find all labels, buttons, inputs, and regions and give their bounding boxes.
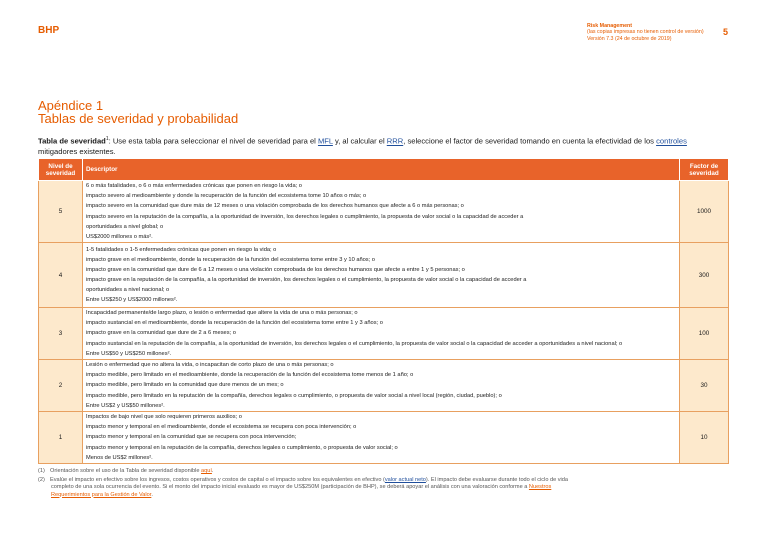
descriptor-line: 6 o más fatalidades, o 6 o más enfermedades crónicas que ponen en riesgo la vida; o [86,183,302,190]
descriptor-line: impacto severo en la reputación de la compañía, a la oportunidad de inversión, los derechos legales o cumplimiento, la propuesta de valor social o la capacidad de acceder a [86,213,524,220]
descriptor-cell [83,412,680,464]
descriptor-line: impacto menor y temporal en la comunidad que se recupera con poca intervención; [86,434,297,441]
rrr-link[interactable]: RRR [386,136,404,146]
descriptor-line: impacto severo en la comunidad que dure más de 12 meses o una violación comprobada de los derechos humanos que afecte a 6 o más personas; o [86,203,464,210]
table-row [39,412,729,464]
descriptor-line: impacto medible, pero limitado en la comunidad que dure menos de un mes; o [86,382,284,389]
table-header-row [39,159,729,181]
descriptor-line: Impactos de bajo nivel que solo requieren primeros auxilios; o [86,414,242,421]
table-body [39,181,729,464]
header-descriptor: Descriptor [83,159,680,181]
descriptor-line: oportunidades a nivel nacional; o [86,287,170,294]
footnote-1-text: Orientación sobre el uso de la Tabla de severidad disponible [50,468,202,474]
footnote-2-text-b: ). El impacto debe evaluarse durante todo el ciclo de vida [425,477,569,484]
footnotes [38,468,738,499]
descriptor-line: Lesión o enfermedad que no altera la vida, o incapacitan de corto plazo de una o más personas; o [86,362,334,369]
severity-level-cell: 5 [39,181,83,243]
intro-text-2: y, al calcular el [332,136,387,146]
requerimientos-link[interactable]: Requerimientos para la Gestión de Valor [51,491,152,498]
mfl-link[interactable]: MFL [317,136,333,146]
document-header-info [587,23,704,42]
valor-actual-neto-link[interactable]: valor actual neto [384,477,426,484]
section-title-line1: Apéndice 1 [38,98,104,113]
severity-table [38,158,729,464]
footnote-2-end: . [151,491,153,498]
descriptor-line: Entre US$2 y US$50 millones². [86,402,165,409]
controles-link[interactable]: controles [656,136,687,146]
descriptor-line: Incapacidad permanente/de largo plazo, o lesión o enfermedad que altere la vida de una o más personas; o [86,310,358,317]
section-title [38,99,238,125]
doc-version: Versión 7.3 (24 de octubre de 2019) [587,35,672,42]
page-number: 5 [723,27,729,37]
descriptor-line: impacto sustancial en la reputación de la compañía, a la oportunidad de inversión, los derechos legales o el cumplimiento, la propuesta de valor social o la capacidad de acceder a oportunidades a nivel nacional; o [86,340,623,347]
section-title-line2: Tablas de severidad y probabilidad [38,111,239,126]
table-row [39,181,729,243]
descriptor-line: impacto menor y temporal en el medioambiente, donde el ecosistema se recupera con poca intervención; o [86,424,357,431]
company-logo: BHP [38,25,60,36]
footnote-2-text-a: Evalúe el impacto en efectivo sobre los ingresos, costos operativos y costos de capital o el impacto sobre los equivalentes en efectivo ( [50,477,385,484]
table-row [39,308,729,360]
intro-text-3: , seleccione el factor de severidad tomando en cuenta la efectividad de los [403,136,657,146]
footnote-2 [38,477,738,484]
descriptor-line: US$2000 millones o más². [86,233,153,240]
descriptor-line: oportunidades a nivel global; o [86,223,164,230]
descriptor-line: impacto grave en el medioambiente, donde la recuperación de la función del ecosistema tome entre 3 y 10 años; o [86,256,375,263]
table-row [39,243,729,308]
descriptor-line: impacto medible, pero limitado en el medioambiente, donde la recuperación de la función del ecosistema tome menos de 1 año; o [86,372,414,379]
doc-note: (las copias impresas no tienen control de versión) [587,29,704,36]
severity-factor-cell: 300 [680,243,729,308]
doc-title: Risk Management [587,23,633,29]
descriptor-cell [83,243,680,308]
descriptor-cell [83,360,680,412]
descriptor-line: Menos de US$2 millones². [86,454,153,461]
intro-paragraph [38,134,728,157]
footnote-2-line2 [38,484,738,491]
descriptor-line: Entre US$50 y US$250 millones². [86,350,172,357]
intro-sup: 1 [105,136,109,142]
footnote-2-line3 [38,492,738,499]
severity-factor-cell: 1000 [680,181,729,243]
footnote-2-text-c: completo de una sola ocurrencia del evento. Si el monto del impacto inicial evaluado es mayor de US$250M (participación de BHP), se deberá apoyar el análisis con una valoración conforme a [51,484,529,491]
descriptor-line: impacto menor y temporal en la reputación de la compañía, derechos legales o cumplimiento, o propuesta de valor social; o [86,444,398,451]
descriptor-cell [83,308,680,360]
descriptor-line: 1-5 fatalidades o 1-5 enfermedades crónicas que ponen en riesgo la vida; o [86,246,277,253]
intro-text-1: : Use esta tabla para seleccionar el nivel de severidad para el [108,136,318,146]
footnote-1-number: (1) [38,468,45,474]
descriptor-line: impacto medible, pero limitado en la reputación de la compañía, derechos legales o cumplimiento, o propuesta de valor social a nivel local (región, ciudad, pueblo); o [86,392,502,399]
intro-text-4: mitigadores existentes. [38,146,116,156]
severity-factor-cell: 100 [680,308,729,360]
footnote-1 [38,468,738,475]
descriptor-line: impacto grave en la reputación de la compañía, a la oportunidad de inversión, los derechos legales o el cumplimiento, la propuesta de valor social o la capacidad de acceder a [86,277,527,283]
severity-level-cell: 1 [39,412,83,464]
descriptor-cell [83,181,680,243]
severity-factor-cell: 10 [680,412,729,464]
header-level: Nivel de severidad [39,159,83,181]
severity-level-cell: 2 [39,360,83,412]
nuestros-link[interactable]: Nuestros [528,484,552,491]
descriptor-line: impacto sustancial en el medioambiente, donde la recuperación de la función del ecosistema tome entre 1 y 3 años; o [86,320,383,327]
severity-factor-cell: 30 [680,360,729,412]
header-factor: Factor de severidad [680,159,729,181]
table-row [39,360,729,412]
descriptor-line: impacto severo al medioambiente y donde la recuperación de la función del ecosistema tome 10 años o más; o [86,193,367,200]
footnote-1-end: . [211,468,214,474]
descriptor-line: impacto grave en la comunidad que dure de 2 a 6 meses; o [86,330,236,337]
descriptor-line: impacto grave en la comunidad que dure de 6 a 12 meses o una violación comprobada de los derechos humanos que afecte a entre 1 y 5 personas; o [86,266,465,273]
descriptor-line: Entre US$250 y US$2000 millones². [86,297,178,304]
severity-level-cell: 4 [39,243,83,308]
aqui-link[interactable]: aquí [201,468,212,474]
footnote-2-number: (2) [38,477,45,484]
severity-level-cell: 3 [39,308,83,360]
intro-bold: Tabla de severidad [38,136,106,146]
